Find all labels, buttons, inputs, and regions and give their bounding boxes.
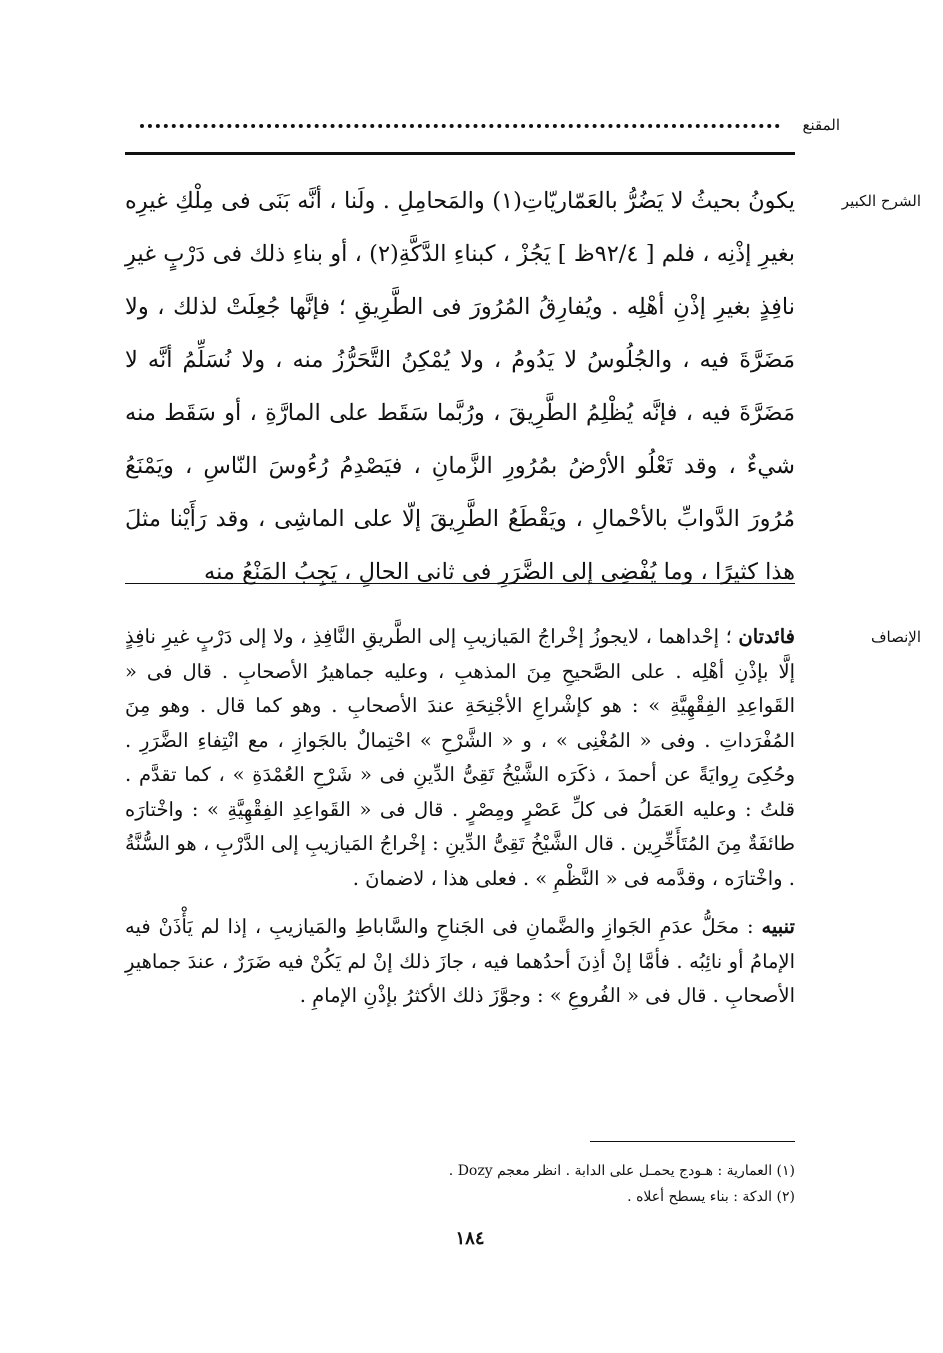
fawaid-body: ؛ إحْداهما ، لايجوزُ إخْراجُ المَيازيبِ إلى الطَّريقِ النَّافِذِ ، ولا إلى دَرْبٍ غيرِ نافِذٍ إلَّا بإذْنِ أهْلِه . على الصَّحيحِ مِنَ المذهبِ ، وعليه جماهيرُ الأصحابِ . قال فى « القَواعِدِ الفِقْهِيَّةِ » : هو كإشْراعِ الأجْنِحَةِ عندَ الأصحابِ . وهو كما قال . وهو مِنَ المُفْرَداتِ . وفى « المُغْنِى » ، و « الشَّرْحِ » احْتِمالٌ بالجَوازِ ، مع انْتِفاءِ الضَّرَرِ . وحُكِىَ رِوايَةً عن أحمدَ ، ذكَرَه الشَّيْخُ تَقِىُّ الدِّينِ فى « شَرْحِ العُمْدَةِ » ، كما تقدَّم . قلتُ : وعليه العَمَلُ فى كلِّ عَصْرٍ ومِصْرٍ . قال فى « القَواعِدِ الفِقْهِيَّةِ » : واخْتارَه طائفَةٌ مِنَ المُتَأَخِّرِين . قال الشَّيْخُ تَقِىُّ الدِّينِ : إخْراجُ المَيازيبِ إلى الدَّرْبِ ، هو السُّنَّةُ . واخْتارَه ، وقدَّمه فى « النَّظْمِ » . فعلى هذا ، لاضمانَ . [125,625,795,890]
header-rule [125,152,795,155]
running-title: المقنع [802,116,840,134]
fawaid-heading: فائدتان [738,625,795,648]
tanbih-body: : محَلُّ عدَمِ الجَوازِ والضَّمانِ فى الجَناحِ والسَّاباطِ والمَيازيبِ ، إذا لم يَأْذَنْ فيه الإمامُ أو نائِبُه . فأمَّا إنْ أذِنَ أحدُهما فيه ، جازَ ذلك إنْ لم يَكُنْ فيه ضَرَرٌ ، عندَ جماهيرِ الأصحابِ . قال فى « الفُروعِ » : وجوَّزَ ذلك الأكثرُ بإذْنِ الإمامِ . [125,915,795,1007]
sharh-section-label: الشرح الكبير [841,192,921,210]
footnotes [300,1158,795,1210]
insaf-section-label: الإنصاف [870,628,921,646]
running-header [120,110,840,140]
insaf-text-block [125,620,795,1014]
tanbih-heading: تنبيه [761,915,795,938]
footnote-1: (١) العمارية : هـودج يحمـل على الدابة . انظر معجم Dozy . [448,1163,795,1179]
header-dotted-leader [140,114,780,128]
tanbih-paragraph [125,910,795,1014]
section-divider [125,583,795,584]
footnote-2: (٢) الدكة : بناء يسطح أعلاه . [627,1189,795,1205]
sharh-text-block [125,175,795,599]
fawaid-paragraph [125,620,795,896]
footnote-rule [590,1141,795,1142]
page-number: ١٨٤ [455,1228,485,1249]
sharh-paragraph: يكونُ بحيثُ لا يَضُرُّ بالعَمّاريّاتِ(١) والمَحامِلِ . ولَنا ، أنَّه بَنَى فى مِلْكِ غيرِه بغيرِ إذْنِه ، فلم [ ٩٢/٤ظ ] يَجُزْ ، كبناءِ الدَّكَّةِ(٢) ، أو بناءِ ذلك فى دَرْبٍ غيرِ نافِذٍ بغيرِ إذْنِ أهْلِه . ويُفارِقُ المُرُورَ فى الطَّرِيقِ ؛ فإنَّها جُعِلَتْ لذلك ، ولا مَضَرَّةَ فيه ، والجُلُوسُ لا يَدُومُ ، ولا يُمْكِنُ التَّحَرُّزُ منه ، ولا نُسَلِّمُ أنَّه لا مَضَرَّةَ فيه ، فإنَّه يُظْلِمُ الطَّرِيقَ ، ورُبَّما سَقَط على المارَّةِ ، أو سَقَط منه شيءٌ ، وقد تَعْلُو الأرْضُ بمُرُورِ الزَّمانِ ، فيَصْدِمُ رُءُوسَ النّاسِ ، ويَمْنَعُ مُرُورَ الدَّوابِّ بالأحْمالِ ، ويَقْطَعُ الطَّرِيقَ إلّا على الماشِى ، وقد رَأَيْنا مثلَ هذا كثيرًا ، وما يُفْضِى إلى الضَّرَرِ فى ثانى الحالِ ، يَجِبُ المَنْعُ منه [125,188,795,585]
